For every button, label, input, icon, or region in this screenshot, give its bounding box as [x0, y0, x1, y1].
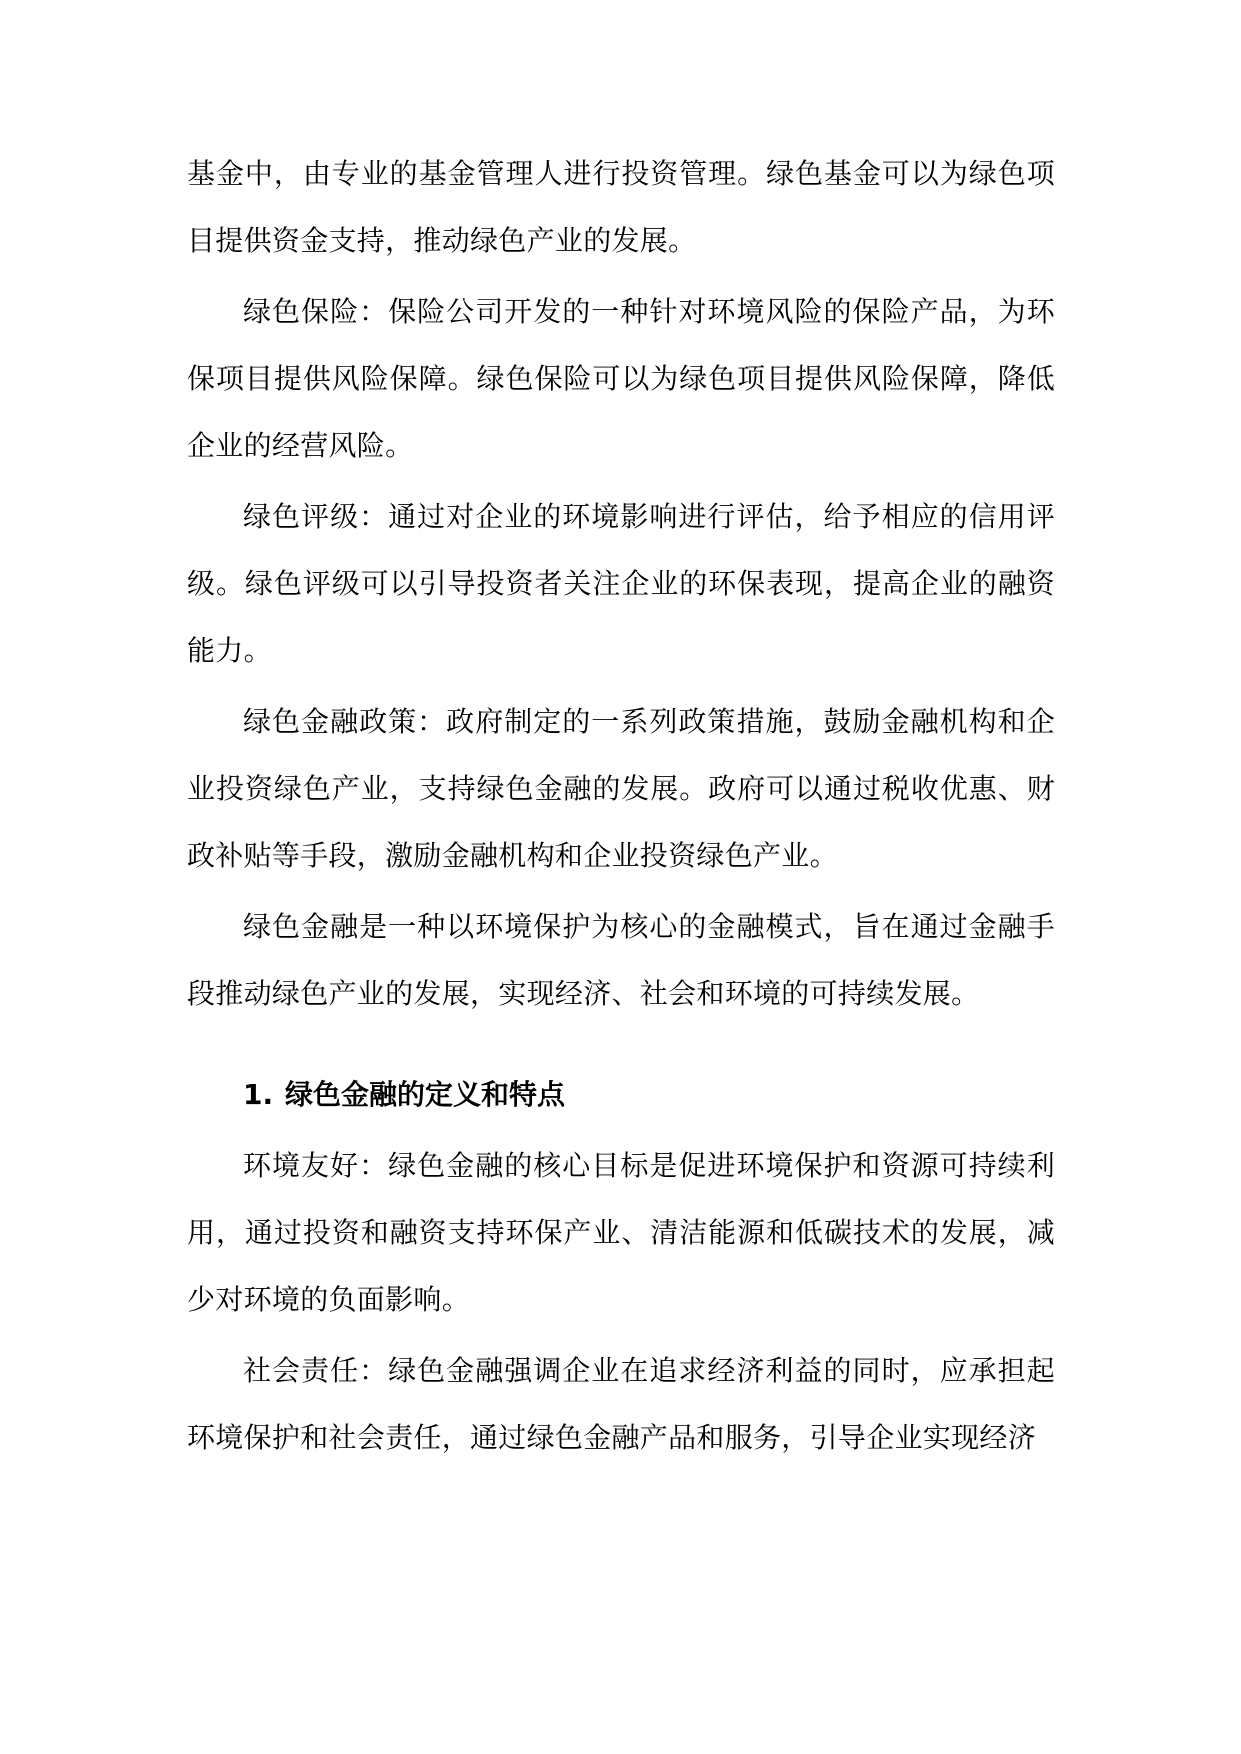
- paragraph-social-responsibility: 社会责任：绿色金融强调企业在追求经济利益的同时，应承担起环境保护和社会责任，通过绿色金融产品和服务，引导企业实现经济: [187, 1354, 1055, 1454]
- paragraph-green-fund-continued: 基金中，由专业的基金管理人进行投资管理。绿色基金可以为绿色项目提供资金支持，推动绿色产业的发展。: [187, 157, 1055, 257]
- paragraph-green-rating: 绿色评级：通过对企业的环境影响进行评估，给予相应的信用评级。绿色评级可以引导投资者关注企业的环保表现，提高企业的融资能力。: [187, 500, 1055, 667]
- section-number: 1.: [243, 1078, 274, 1111]
- section-heading: [187, 1061, 1055, 1128]
- paragraph-green-insurance: 绿色保险：保险公司开发的一种针对环境风险的保险产品，为环保项目提供风险保障。绿色保险可以为绿色项目提供风险保障，降低企业的经营风险。: [187, 295, 1055, 462]
- section-title: 绿色金融的定义和特点: [285, 1078, 566, 1111]
- paragraph-green-finance-policy: 绿色金融政策：政府制定的一系列政策措施，鼓励金融机构和企业投资绿色产业，支持绿色金融的发展。政府可以通过税收优惠、财政补贴等手段，激励金融机构和企业投资绿色产业。: [187, 705, 1055, 872]
- document-body: [187, 140, 1055, 1475]
- paragraph-green-finance-summary: 绿色金融是一种以环境保护为核心的金融模式，旨在通过金融手段推动绿色产业的发展，实现经济、社会和环境的可持续发展。: [187, 910, 1055, 1010]
- paragraph-environment-friendly: 环境友好：绿色金融的核心目标是促进环境保护和资源可持续利用，通过投资和融资支持环保产业、清洁能源和低碳技术的发展，减少对环境的负面影响。: [187, 1149, 1055, 1316]
